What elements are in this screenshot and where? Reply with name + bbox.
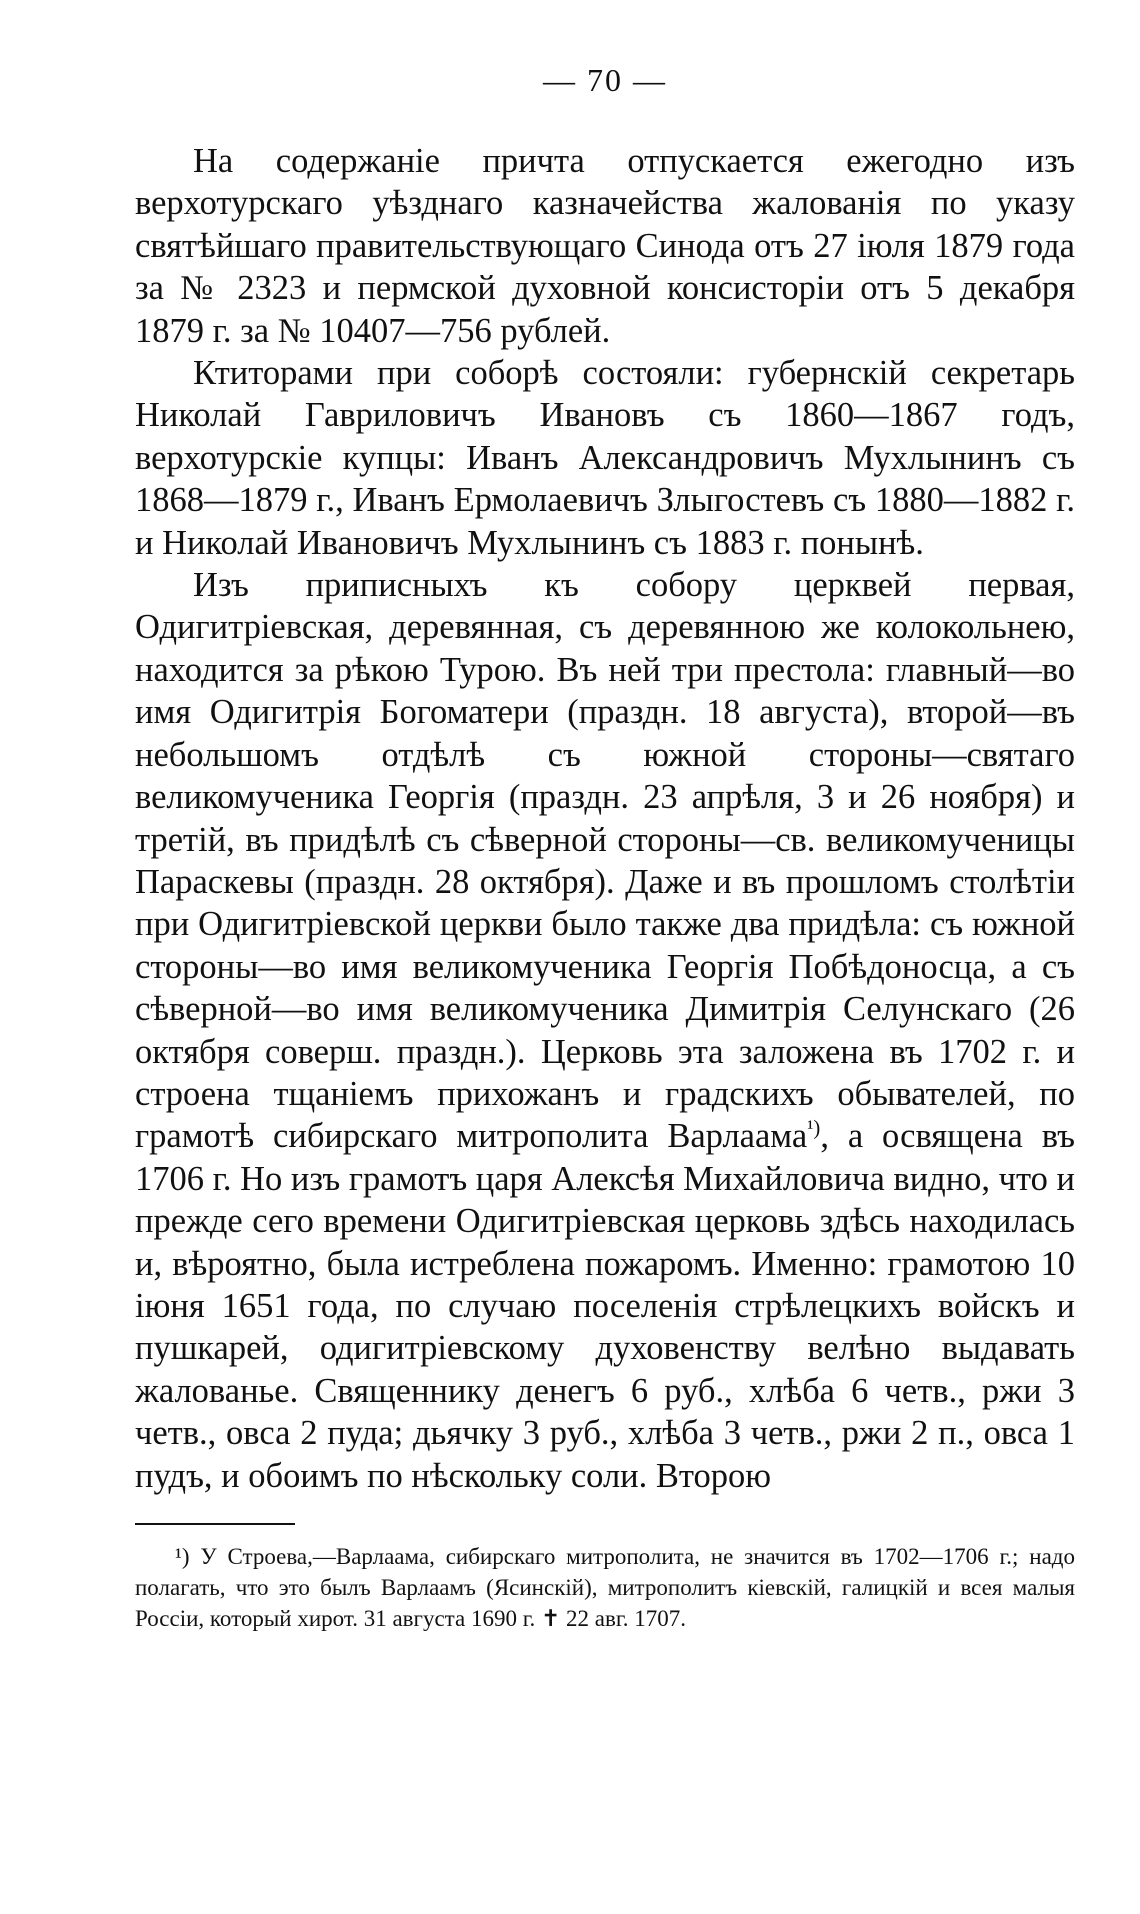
paragraph-churchwardens: Ктиторами при соборѣ состояли: губернскій секретарь Николай Гавриловичъ Ивановъ съ 1860—1867 годъ, верхотурскіе купцы: Иванъ Александровичъ Мухлынинъ съ 1868—1879 г., Иванъ Ермолаевичъ Злыгостевъ съ 1880—1882 г. и Николай Ивановичъ Мухлынинъ съ 1883 г. понынѣ. bbox=[135, 354, 1075, 562]
footnote-mark: ¹) bbox=[175, 1544, 190, 1569]
paragraph-text-part: , а освящена въ 1706 г. Но изъ грамотъ царя Алексѣя Михайловича видно, что и прежде сего времени Одигитріевская церковь здѣсь находилась и, вѣроятно, была истреблена пожаромъ. Именно: грамотою 10 іюня 1651 года, по случаю поселенія стрѣлецкихъ войскъ и пушкарей, одигитріевскому духовенству велѣно выдавать жалованье. Священнику денегъ 6 руб., хлѣба 6 четв., ржи 3 четв., овса 2 пуда; дьячку 3 руб., хлѣба 3 четв., ржи 2 п., овса 1 пудъ, и обоимъ по нѣскольку соли. Второю bbox=[135, 1117, 1075, 1495]
paragraph-stipend: На содержаніе причта отпускается ежегодно изъ верхотурскаго уѣзднаго казначейства жалованія по указу святѣйшаго правительствующаго Синода отъ 27 іюля 1879 года за № 2323 и пермской духовной консисторіи отъ 5 декабря 1879 г. за № 10407—756 рублей. bbox=[135, 142, 1075, 350]
footnote bbox=[135, 1541, 1075, 1634]
paragraph-odigitria-church bbox=[135, 564, 1075, 1497]
paragraph-text-part: Изъ приписныхъ къ собору церквей первая, Одигитріевская, деревянная, съ деревянною же колокольнею, находится за рѣкою Турою. Въ ней три престола: главный—во имя Одигитрія Богоматери (праздн. 18 августа), второй—въ небольшомъ отдѣлѣ съ южной стороны—святаго великомученика Георгія (праздн. 23 апрѣля, 3 и 26 ноября) и третій, въ придѣлѣ съ сѣверной стороны—св. великомученицы Параскевы (праздн. 28 октября). Даже и въ прошломъ столѣтіи при Одигитріевской церкви было также два придѣла: съ южной стороны—во имя великомученика Георгія Побѣдоносца, а съ сѣверной—во имя великомученика Димитрія Селунскаго (26 октября соверш. праздн.). Церковь эта заложена въ 1702 г. и строена тщаніемъ прихожанъ и градскихъ обывателей, по грамотѣ сибирскаго митрополита Варлаама bbox=[135, 566, 1075, 1156]
footnote-text: У Строева,—Варлаама, сибирскаго митрополита, не значится въ 1702—1706 г.; надо полагать, что это былъ Варлаамъ (Ясинскій), митрополитъ кіевскій, галицкій и всея малыя Россіи, который хирот. 31 августа 1690 г. ✝ 22 авг. 1707. bbox=[135, 1544, 1075, 1631]
page-number: — 70 — bbox=[543, 62, 667, 98]
body-text bbox=[135, 140, 1075, 1497]
footnote-divider bbox=[135, 1523, 295, 1525]
footnote-reference: ¹) bbox=[807, 1117, 821, 1140]
book-page bbox=[135, 60, 1075, 1634]
